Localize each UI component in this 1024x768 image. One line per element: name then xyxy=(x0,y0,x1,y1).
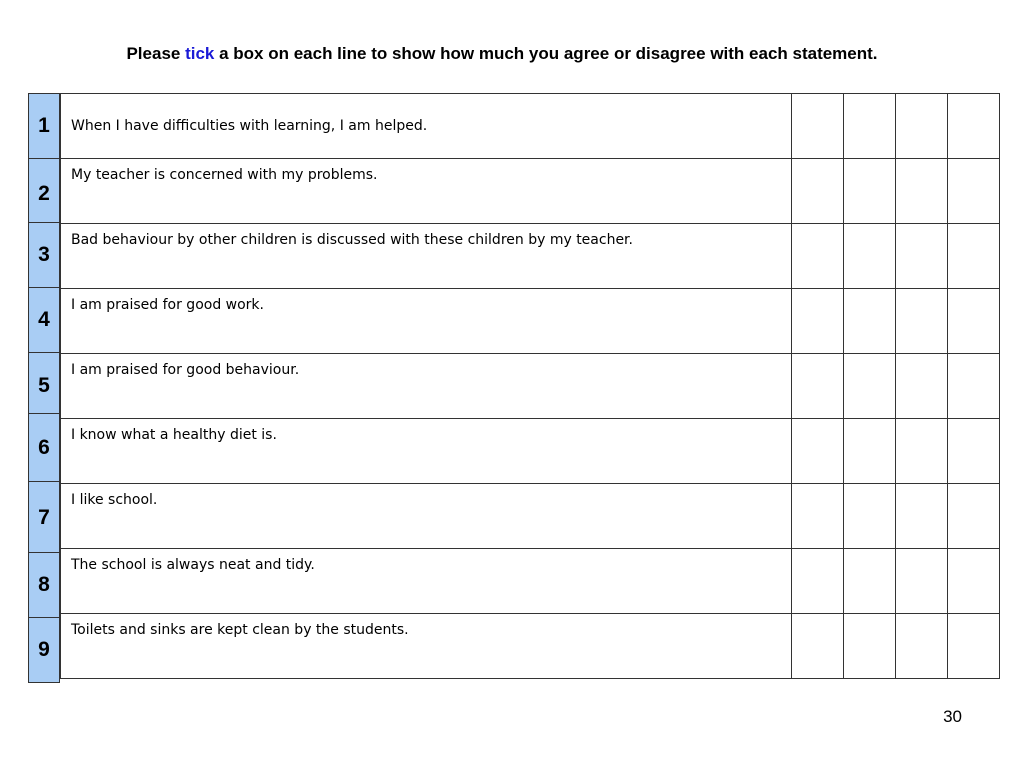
tick-box[interactable] xyxy=(792,614,844,679)
row-number-tab xyxy=(28,352,60,419)
survey-row xyxy=(61,354,1000,419)
tick-box[interactable] xyxy=(896,94,948,159)
tick-box[interactable] xyxy=(844,419,896,484)
statement-text: My teacher is concerned with my problems. xyxy=(61,159,792,224)
row-number: 6 xyxy=(38,436,50,459)
tick-box[interactable] xyxy=(896,614,948,679)
tick-box[interactable] xyxy=(844,94,896,159)
tick-box[interactable] xyxy=(948,614,1000,679)
survey-row xyxy=(61,484,1000,549)
row-number-tab xyxy=(28,158,60,229)
tick-box[interactable] xyxy=(948,289,1000,354)
row-number-tab xyxy=(28,481,60,554)
row-number: 2 xyxy=(38,181,50,205)
tick-box[interactable] xyxy=(844,354,896,419)
tick-box[interactable] xyxy=(792,224,844,289)
row-number: 4 xyxy=(38,308,50,331)
tick-box[interactable] xyxy=(896,224,948,289)
instruction-text-start: Please xyxy=(126,44,186,63)
tick-box[interactable] xyxy=(792,549,844,614)
tick-box[interactable] xyxy=(844,289,896,354)
tick-box[interactable] xyxy=(948,224,1000,289)
tick-box[interactable] xyxy=(948,94,1000,159)
tick-box[interactable] xyxy=(896,159,948,224)
tick-box[interactable] xyxy=(792,354,844,419)
survey-row xyxy=(61,289,1000,354)
statement-text: I like school. xyxy=(61,484,792,549)
row-number: 7 xyxy=(38,505,50,529)
statement-text: Bad behaviour by other children is discussed with these children by my teacher. xyxy=(61,224,792,289)
statement-text: The school is always neat and tidy. xyxy=(61,549,792,614)
row-number-tab xyxy=(28,617,60,683)
tick-box[interactable] xyxy=(896,484,948,549)
survey-row xyxy=(61,159,1000,224)
row-number: 1 xyxy=(38,114,50,137)
statement-text: I know what a healthy diet is. xyxy=(61,419,792,484)
tick-box[interactable] xyxy=(948,159,1000,224)
survey-row xyxy=(61,419,1000,484)
tick-box[interactable] xyxy=(896,549,948,614)
survey-row xyxy=(61,94,1000,159)
row-number-tab xyxy=(28,287,60,353)
tick-box[interactable] xyxy=(896,289,948,354)
statement-text: Toilets and sinks are kept clean by the students. xyxy=(61,614,792,679)
survey-row xyxy=(61,549,1000,614)
tick-box[interactable] xyxy=(844,484,896,549)
row-number-tab xyxy=(28,413,60,483)
instruction-heading xyxy=(0,43,1004,65)
row-number: 9 xyxy=(38,638,50,661)
survey-row xyxy=(61,224,1000,289)
tick-box[interactable] xyxy=(792,289,844,354)
survey-table xyxy=(60,93,1000,679)
tick-box[interactable] xyxy=(896,354,948,419)
statement-text: When I have difficulties with learning, I am helped. xyxy=(61,94,792,159)
tick-box[interactable] xyxy=(948,484,1000,549)
statement-text: I am praised for good behaviour. xyxy=(61,354,792,419)
tick-box[interactable] xyxy=(792,484,844,549)
row-number: 5 xyxy=(38,373,50,397)
tick-box[interactable] xyxy=(844,224,896,289)
tick-box[interactable] xyxy=(844,614,896,679)
tick-box[interactable] xyxy=(948,419,1000,484)
row-number: 3 xyxy=(38,243,50,266)
row-number-tab xyxy=(28,93,60,159)
tick-box[interactable] xyxy=(792,159,844,224)
tick-box[interactable] xyxy=(844,159,896,224)
instruction-tick-word: tick xyxy=(185,44,215,63)
row-number: 8 xyxy=(38,573,50,596)
instruction-text-end: a box on each line to show how much you agree or disagree with each statement. xyxy=(214,44,878,63)
page-number: 30 xyxy=(943,707,962,726)
survey-row xyxy=(61,614,1000,679)
tick-box[interactable] xyxy=(896,419,948,484)
row-number-tab xyxy=(28,222,60,288)
tick-box[interactable] xyxy=(948,549,1000,614)
statement-text: I am praised for good work. xyxy=(61,289,792,354)
tick-box[interactable] xyxy=(948,354,1000,419)
tick-box[interactable] xyxy=(792,94,844,159)
row-number-tab xyxy=(28,552,60,618)
tick-box[interactable] xyxy=(844,549,896,614)
tick-box[interactable] xyxy=(792,419,844,484)
